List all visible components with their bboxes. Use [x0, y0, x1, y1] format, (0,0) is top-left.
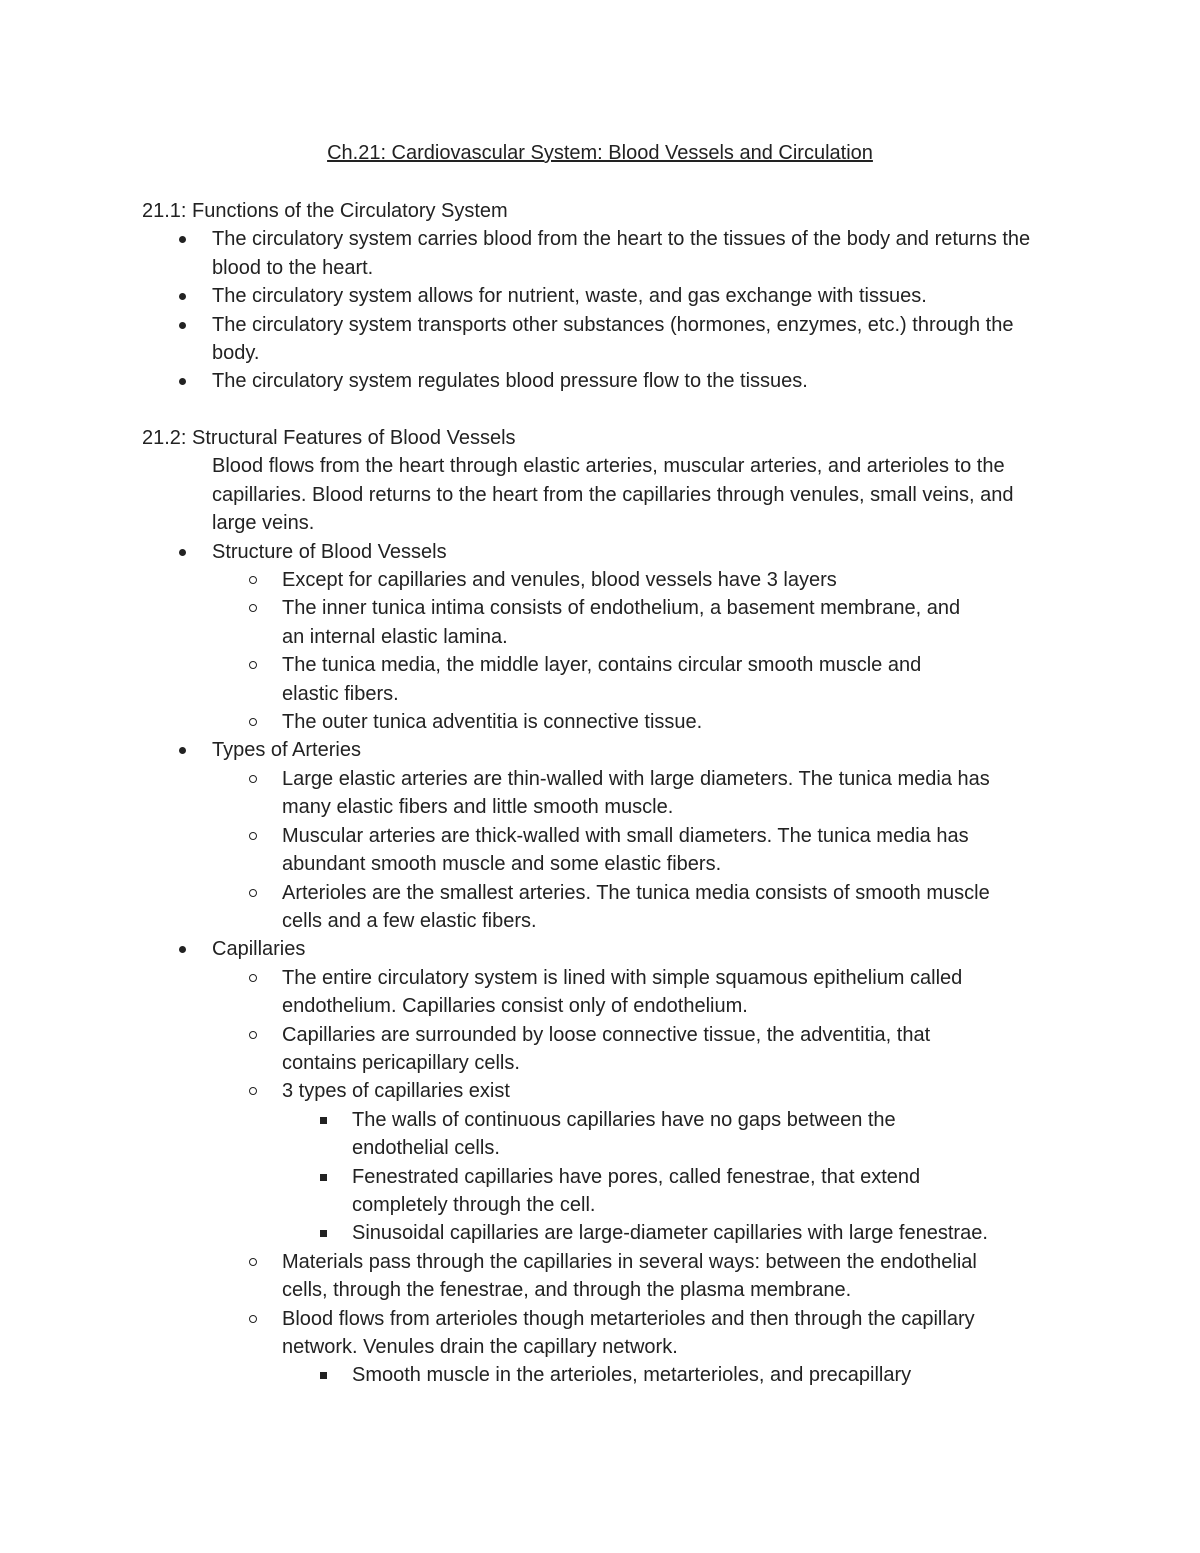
section-functions	[142, 197, 1082, 396]
list-item	[142, 736, 1082, 764]
list-item: The circulatory system carries blood from the heart to the tissues of the body and returns the blood to the heart.	[142, 225, 1062, 282]
list-item: Materials pass through the capillaries in several ways: between the endothelial cells, through the fenestrae, and through the plasma membrane.	[212, 1248, 992, 1305]
list-item: Fenestrated capillaries have pores, called fenestrae, that extend completely through the cell.	[282, 1163, 982, 1220]
page-title: Ch.21: Cardiovascular System: Blood Vessels and Circulation	[327, 142, 873, 164]
section-heading: 21.2: Structural Features of Blood Vessels	[142, 427, 516, 449]
list-item: 3 types of capillaries exist	[212, 1077, 1082, 1105]
list-item: Large elastic arteries are thin-walled with large diameters. The tunica media has many elastic fibers and little smooth muscle.	[212, 765, 992, 822]
list-item-label: Capillaries	[212, 938, 306, 961]
list-item: The outer tunica adventitia is connective tissue.	[212, 708, 1082, 736]
list-item	[142, 538, 1082, 566]
list-item: The walls of continuous capillaries have no gaps between the endothelial cells.	[282, 1106, 992, 1163]
bullet-list	[142, 538, 1082, 1390]
list-item: Smooth muscle in the arterioles, metarterioles, and precapillary	[282, 1361, 1082, 1389]
list-item: The inner tunica intima consists of endothelium, a basement membrane, and an internal elastic lamina.	[212, 594, 982, 651]
list-item: Muscular arteries are thick-walled with small diameters. The tunica media has abundant smooth muscle and some elastic fibers.	[212, 822, 992, 879]
list-item: Blood flows from arterioles though metarterioles and then through the capillary network. Venules drain the capillary network.	[212, 1305, 992, 1362]
list-item	[142, 935, 1082, 963]
bullet-list	[142, 225, 1082, 395]
section-intro: Blood flows from the heart through elastic arteries, muscular arteries, and arterioles to the capillaries. Blood returns to the heart from the capillaries through venules, small veins, and large veins.	[212, 455, 1014, 535]
list-item: Except for capillaries and venules, blood vessels have 3 layers	[212, 566, 1082, 594]
list-item: Capillaries are surrounded by loose connective tissue, the adventitia, that contains pericapillary cells.	[212, 1021, 982, 1078]
section-structural-features	[142, 424, 1082, 1390]
list-item-label: Structure of Blood Vessels	[212, 540, 447, 563]
list-item: Sinusoidal capillaries are large-diameter capillaries with large fenestrae.	[282, 1219, 1082, 1247]
list-item: The entire circulatory system is lined with simple squamous epithelium called endothelium. Capillaries consist only of endothelium.	[212, 964, 992, 1021]
list-item-label: Types of Arteries	[212, 739, 361, 762]
list-item: The tunica media, the middle layer, contains circular smooth muscle and elastic fibers.	[212, 651, 982, 708]
list-item: Arterioles are the smallest arteries. The tunica media consists of smooth muscle cells and a few elastic fibers.	[212, 879, 992, 936]
section-heading: 21.1: Functions of the Circulatory System	[142, 200, 508, 222]
list-item: The circulatory system regulates blood pressure flow to the tissues.	[142, 367, 1082, 395]
list-item: The circulatory system allows for nutrient, waste, and gas exchange with tissues.	[142, 282, 1082, 310]
list-item: The circulatory system transports other substances (hormones, enzymes, etc.) through the body.	[142, 311, 1062, 368]
